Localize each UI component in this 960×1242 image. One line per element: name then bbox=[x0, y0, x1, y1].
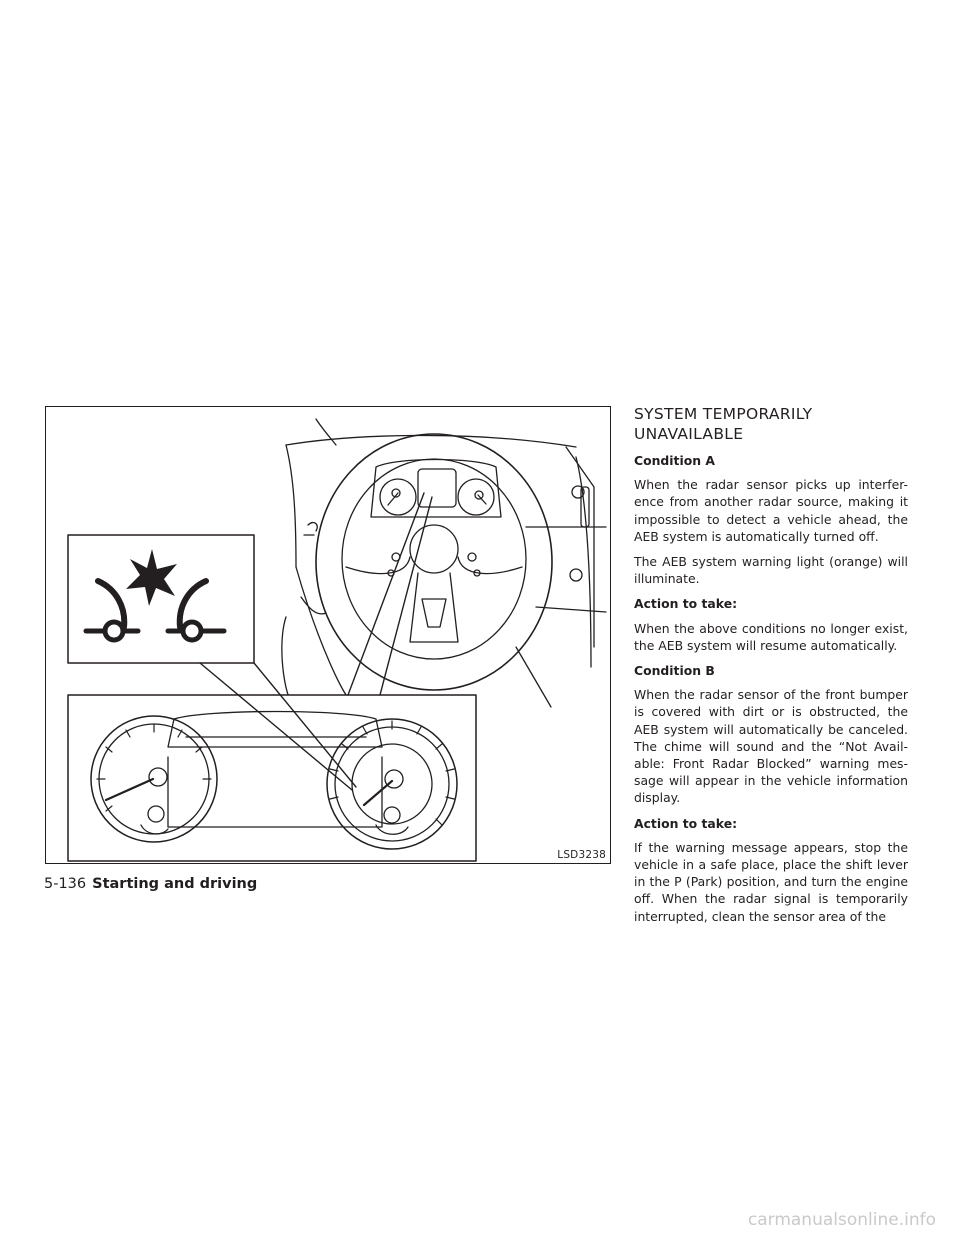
aeb-warning-inset bbox=[68, 535, 254, 663]
illustration-figure bbox=[45, 406, 611, 864]
page-number: 5-136 bbox=[44, 876, 87, 892]
background-meter-cluster bbox=[371, 460, 501, 518]
action-b-heading: Action to take: bbox=[634, 815, 738, 831]
condition-b-paragraph: When the radar sensor of the front bumper is covered with dirt or is obstructed, the AEB system will automatically be canceled. The chime will sound and the “Not Avail-able: Front Radar Blocked” warning mes-sage will appear in the vehicle information display. bbox=[634, 687, 908, 806]
dashboard-outline bbox=[282, 419, 606, 707]
condition-a-heading: Condition A bbox=[634, 453, 715, 468]
page-footer bbox=[44, 876, 257, 892]
section-title: SYSTEM TEMPORARILY UNAVAILABLE bbox=[634, 405, 813, 443]
action-b-paragraph: If the warning message appears, stop the vehicle in a safe place, place the shift lever in the P (Park) position, and turn the engine off. When the radar signal is temporarily interrupted, clean the sensor area of the bbox=[634, 839, 908, 924]
condition-b-heading: Condition B bbox=[634, 663, 715, 679]
text-column bbox=[634, 404, 908, 933]
warning-light-paragraph: The AEB system warning light (orange) will illuminate. bbox=[634, 554, 908, 587]
steering-wheel bbox=[316, 434, 552, 690]
condition-a-paragraph: When the radar sensor picks up interfer-ence from another radar source, making it impossible to detect a vehicle ahead, the AEB system is automatically turned off. bbox=[634, 477, 908, 544]
action-a-paragraph: When the above conditions no longer exist, the AEB system will resume automatically. bbox=[634, 620, 908, 653]
watermark[interactable]: carmanualsonline.info bbox=[747, 1210, 936, 1230]
figure-code: LSD3238 bbox=[557, 849, 606, 861]
footer-section-name: Starting and driving bbox=[92, 876, 258, 892]
dashboard-illustration bbox=[46, 407, 611, 864]
meter-cluster-inset bbox=[68, 695, 476, 861]
action-a-heading: Action to take: bbox=[634, 596, 738, 612]
